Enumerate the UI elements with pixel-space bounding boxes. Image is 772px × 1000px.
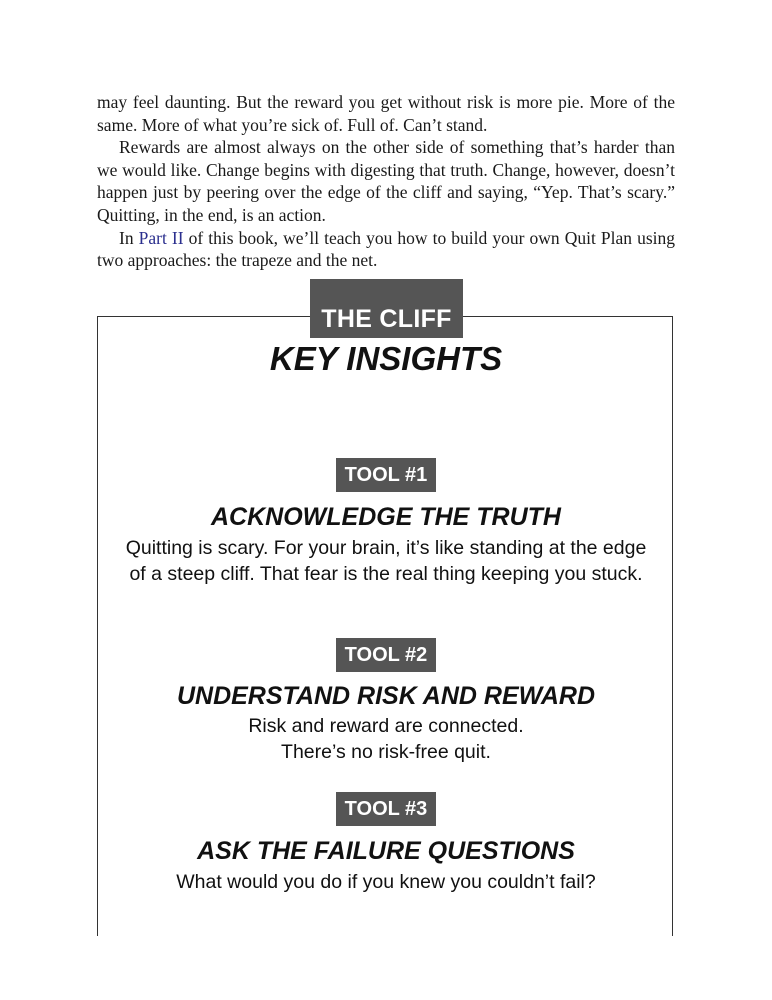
the-cliff-banner: THE CLIFF	[310, 279, 463, 338]
tool-3-title: ASK THE FAILURE QUESTIONS	[197, 837, 575, 865]
paragraph-2: Rewards are almost always on the other side of something that’s harder than we would like. Change begins with digesting that truth. Change, however, doesn’t happen just by peering over the edge of the cliff and saying, “Yep. That’s scary.” Quitting, in the end, is an action.	[97, 137, 675, 225]
tool-2-body-line-2: There’s no risk-free quit.	[281, 740, 491, 763]
key-insights-heading: KEY INSIGHTS	[269, 340, 503, 377]
tool-3-badge: TOOL #3	[336, 792, 436, 826]
paragraph-3-start: In	[119, 227, 139, 248]
part-ii-link[interactable]: Part II	[138, 227, 184, 248]
body-text	[97, 91, 675, 272]
paragraph-3	[97, 227, 675, 272]
tool-2-title: UNDERSTAND RISK AND REWARD	[176, 682, 596, 710]
tool-1-body: Quitting is scary. For your brain, it’s like standing at the edge of a steep cliff. That fear is the real thing keeping you stuck.	[125, 537, 647, 585]
tool-1-badge: TOOL #1	[336, 458, 436, 492]
paragraph-1: may feel daunting. But the reward you get without risk is more pie. More of the same. More of what you’re sick of. Full of. Can’t stand.	[97, 92, 675, 135]
tool-2-body	[115, 714, 657, 765]
paragraph-3-end: of this book, we’ll teach you how to build your own Quit Plan using two approaches: the trapeze and the net.	[97, 227, 675, 271]
tool-1-title: ACKNOWLEDGE THE TRUTH	[211, 503, 561, 531]
tool-3-body: What would you do if you knew you couldn’t fail?	[176, 871, 596, 893]
tool-2-body-line-1: Risk and reward are connected.	[248, 715, 524, 737]
tool-2-badge: TOOL #2	[336, 638, 436, 672]
